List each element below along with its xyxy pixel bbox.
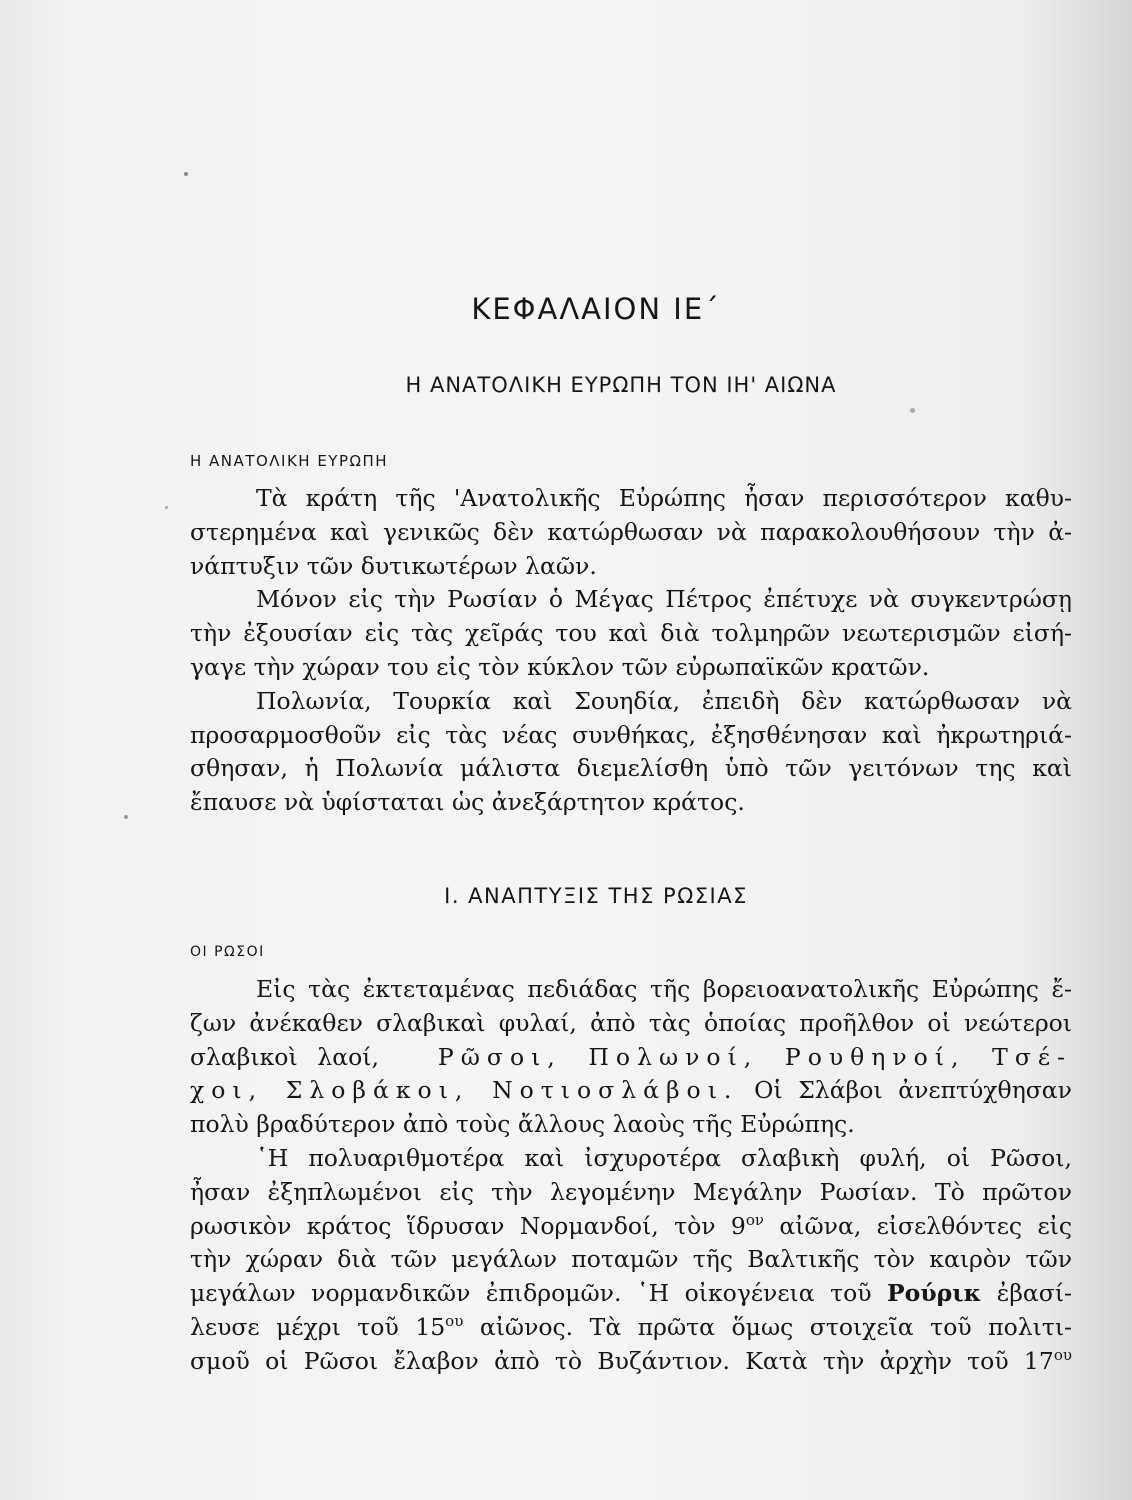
spaced-names: Ρῶσοι, Πολωνοί, Ρουθηνοί, Τσέ- bbox=[437, 1042, 1072, 1071]
text-line: Πολωνία, Τουρκία καὶ Σουηδία, ἐπειδὴ δὲν κατώρθωσαν νὰ bbox=[256, 686, 1072, 715]
chapter-subtitle: Η ΑΝΑΤΟΛΙΚΗ ΕΥΡΩΠΗ ΤΟΝ ΙΗ' ΑΙΩΝΑ bbox=[405, 373, 837, 397]
ordinal-superscript: ου bbox=[445, 1312, 464, 1331]
text-line: νάπτυξιν τῶν δυτικωτέρων λαῶν. bbox=[190, 551, 597, 580]
text-line: ῾Η πολυαριθμοτέρα καὶ ἰσχυροτέρα σλαβικὴ φυλή, οἱ Ρῶσοι, bbox=[256, 1143, 1072, 1172]
text-line bbox=[190, 1041, 1072, 1075]
text-run: Οἱ Σλάβοι ἀνεπτύχθησαν bbox=[754, 1076, 1072, 1105]
text-line bbox=[190, 1311, 1072, 1345]
print-speck bbox=[910, 408, 915, 413]
print-speck bbox=[184, 172, 188, 176]
sidehead-russians: ΟΙ ΡΩΣΟΙ bbox=[190, 944, 265, 960]
text-line bbox=[190, 1277, 1072, 1311]
text-run: αἰῶνος. Τὰ πρῶτα ὅμως στοιχεῖα τοῦ πολιτι- bbox=[463, 1312, 1072, 1341]
text-run: σμοῦ οἱ Ρῶσοι ἔλαβον ἀπὸ τὸ Βυζάντιον. Κατὰ τὴν ἀρχὴν τοῦ 17 bbox=[190, 1346, 1054, 1375]
paragraph-block-russians bbox=[190, 973, 1072, 1379]
text-line: Εἰς τὰς ἐκτεταμένας πεδιάδας τῆς βορειοανατολικῆς Εὐρώπης ἔ- bbox=[256, 975, 1072, 1003]
text-run: αἰῶνα, εἰσελθόντες εἰς bbox=[764, 1211, 1073, 1240]
ordinal-superscript: ου bbox=[1053, 1345, 1072, 1364]
text-line: Τὰ κράτη τῆς 'Ανατολικῆς Εὐρώπης ἦσαν περισσότερον καθυ- bbox=[256, 484, 1072, 512]
text-run: ρωσικὸν κράτος ἵδρυσαν Νορμανδοί, τὸν 9 bbox=[190, 1211, 746, 1240]
chapter-title: ΚΕΦΑΛΑΙΟΝ ΙΕ΄ bbox=[471, 292, 721, 326]
text-line: ἔπαυσε νὰ ὑφίσταται ὡς ἀνεξάρτητον κράτος. bbox=[190, 788, 745, 817]
bold-name-rurik: Ρούρικ bbox=[886, 1279, 982, 1308]
spaced-names: χοι, Σλοβάκοι, Νοτιοσλάβοι. bbox=[190, 1076, 739, 1105]
text-line: τὴν ἐξουσίαν εἰς τὰς χεῖράς του καὶ διὰ τολμηρῶν νεωτερισμῶν εἰσή- bbox=[190, 619, 1072, 648]
text-line: προσαρμοσθοῦν εἰς τὰς νέας συνθήκας, ἐξησθένησαν καὶ ἠκρωτηριά- bbox=[190, 720, 1072, 749]
text-line: τὴν χώραν διὰ τῶν μεγάλων ποταμῶν τῆς Βαλτικῆς τὸν καιρὸν τῶν bbox=[190, 1245, 1072, 1274]
print-speck bbox=[124, 815, 128, 819]
text-run: σλαβικοὶ λαοί, bbox=[190, 1042, 379, 1071]
text-line: σθησαν, ἡ Πολωνία μάλιστα διεμελίσθη ὑπὸ τῶν γειτόνων της καὶ bbox=[190, 754, 1072, 783]
text-line: ζων ἀνέκαθεν σλαβικαὶ φυλαί, ἀπὸ τὰς ὁποίας προῆλθον οἱ νεώτεροι bbox=[190, 1008, 1072, 1037]
section-title: Ι. ΑΝΑΠΤΥΞΙΣ ΤΗΣ ΡΩΣΙΑΣ bbox=[444, 884, 748, 908]
text-line: πολὺ βραδύτερον ἀπὸ τοὺς ἄλλους λαοὺς τῆς Εὐρώπης. bbox=[190, 1110, 855, 1139]
text-line: στερημένα καὶ γενικῶς δὲν κατώρθωσαν νὰ παρακολουθήσουν τὴν ἀ- bbox=[190, 517, 1072, 546]
text-run: ἐβασί- bbox=[981, 1279, 1072, 1308]
sidehead-eastern-europe: Η ΑΝΑΤΟΛΙΚΗ ΕΥΡΩΠΗ bbox=[190, 452, 389, 470]
paragraph-block-eastern-europe bbox=[190, 482, 1072, 820]
text-line: ἦσαν ἐξηπλωμένοι εἰς τὴν λεγομένην Μεγάλην Ρωσίαν. Τὸ πρῶτον bbox=[190, 1177, 1072, 1206]
text-run: μεγάλων νορμανδικῶν ἐπιδρομῶν. ῾Η οἰκογένεια τοῦ bbox=[190, 1279, 887, 1308]
text-line bbox=[190, 1074, 1072, 1108]
print-speck bbox=[165, 506, 168, 509]
text-line bbox=[190, 1210, 1072, 1244]
text-line bbox=[190, 1345, 1072, 1379]
text-run: λευσε μέχρι τοῦ 15 bbox=[190, 1312, 446, 1341]
text-line: Μόνον εἰς τὴν Ρωσίαν ὁ Μέγας Πέτρος ἐπέτυχε νὰ συγκεντρώσῃ bbox=[256, 585, 1072, 614]
text-line: γαγε τὴν χώραν του εἰς τὸν κύκλον τῶν εὐρωπαϊκῶν κρατῶν. bbox=[190, 652, 930, 681]
ordinal-superscript: ον bbox=[745, 1210, 765, 1229]
